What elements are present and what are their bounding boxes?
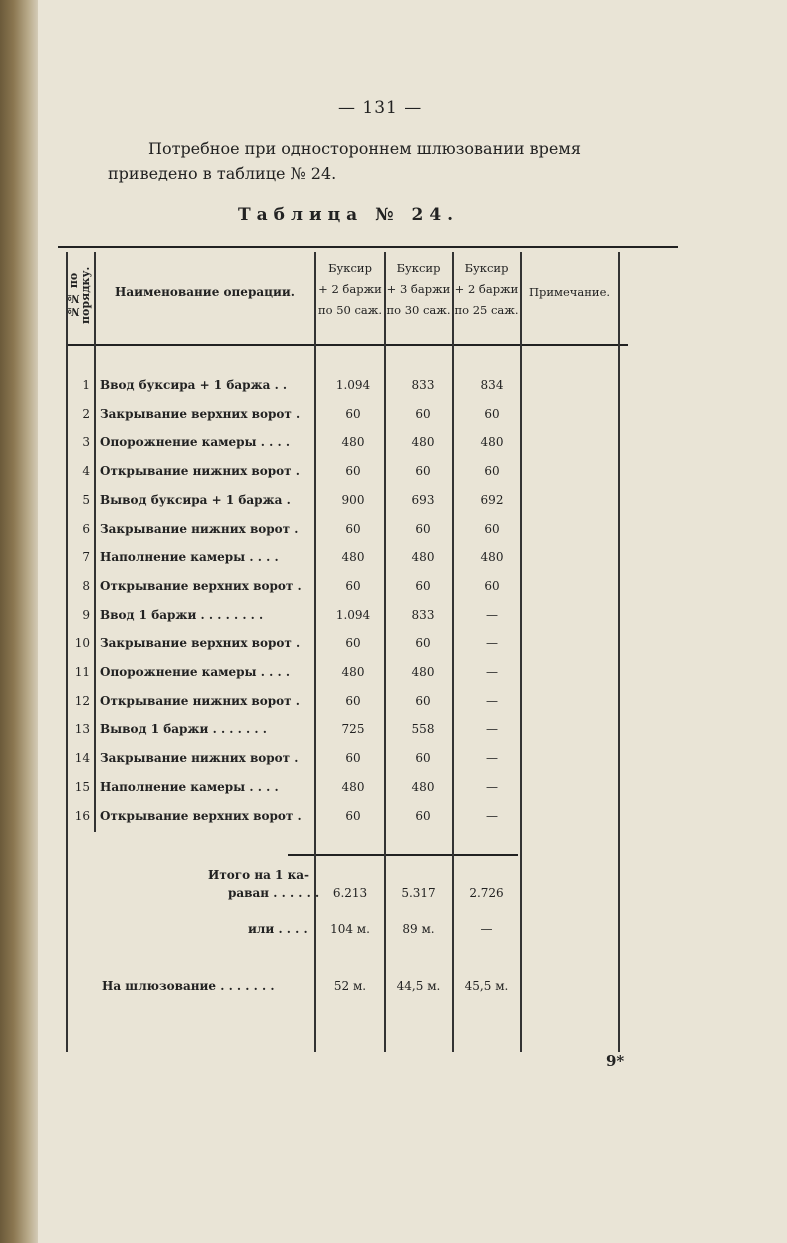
value-col1: 60: [345, 693, 361, 708]
page: [38, 0, 787, 1243]
value-col1: 900: [341, 492, 365, 507]
lock-label: На шлюзование . . . . . . .: [102, 979, 275, 993]
value-col2: 60: [415, 636, 431, 651]
table-row: [58, 516, 668, 545]
operations-table: [58, 246, 668, 1052]
value-col2: 60: [415, 406, 431, 421]
top-rule: [58, 246, 678, 248]
row-number: 3: [82, 435, 90, 450]
operation-name: Опорожнение камеры . . . .: [100, 435, 291, 450]
value-col3: —: [486, 751, 498, 766]
value-col3: 60: [484, 406, 500, 421]
table-row: [58, 429, 668, 458]
or-value: —: [480, 922, 493, 936]
operation-name: Вывод буксира + 1 баржа .: [100, 492, 291, 507]
operation-name: Закрывание верхних ворот .: [100, 636, 301, 651]
value-col2: 833: [411, 378, 435, 392]
value-col1: 480: [341, 435, 365, 450]
operation-name: Опорожнение камеры . . . .: [100, 665, 291, 679]
operation-name: Закрывание верхних ворот .: [100, 406, 301, 421]
value-col3: —: [486, 665, 498, 679]
row-number: 9: [82, 607, 90, 622]
operation-name: Закрывание нижних ворот .: [100, 751, 299, 766]
value-col1: 480: [341, 779, 365, 794]
value-col2: 60: [415, 578, 431, 593]
row-number: 13: [74, 722, 90, 737]
totals-rule: [288, 854, 518, 856]
operation-name: Открывание верхних ворот .: [100, 808, 302, 823]
row-number: 8: [82, 578, 90, 593]
table-row: [58, 544, 668, 573]
value-col2: 480: [411, 550, 435, 565]
operation-name: Ввод буксира + 1 баржа . .: [100, 378, 288, 392]
value-col1: 1.094: [335, 378, 371, 392]
total-value: 5.317: [401, 886, 436, 900]
table-row: [58, 688, 668, 717]
header-col1: Буксир + 2 баржи по 50 саж.: [317, 261, 383, 317]
row-number: 15: [74, 779, 90, 794]
value-col2: 480: [411, 779, 435, 794]
value-col1: 60: [345, 808, 361, 823]
value-col2: 60: [415, 693, 431, 708]
operation-name: Наполнение камеры . . . .: [100, 550, 279, 565]
value-col1: 725: [341, 722, 365, 737]
value-col3: —: [486, 722, 498, 737]
row-number: 5: [82, 492, 90, 507]
value-col2: 558: [411, 722, 435, 737]
lock-value: 45,5 м.: [464, 979, 509, 993]
operation-name: Закрывание нижних ворот .: [100, 521, 299, 536]
lock-value: 52 м.: [333, 979, 367, 993]
lock-value: 44,5 м.: [396, 979, 441, 993]
table-row: [58, 372, 668, 401]
table-row: [58, 659, 668, 688]
value-col3: 834: [480, 378, 504, 392]
value-col1: 60: [345, 406, 361, 421]
value-col3: —: [486, 779, 498, 794]
value-col1: 60: [345, 464, 361, 479]
table-row: [58, 602, 668, 631]
value-col3: —: [486, 808, 498, 823]
row-number: 6: [82, 521, 90, 536]
value-col2: 833: [411, 607, 435, 622]
value-col1: 480: [341, 665, 365, 679]
total-value: 6.213: [332, 886, 368, 900]
header-col2: Буксир + 3 баржи по 30 саж.: [386, 261, 451, 317]
table-row: [58, 573, 668, 602]
value-col3: 60: [484, 521, 500, 536]
value-col3: —: [486, 607, 498, 622]
row-number: 4: [82, 464, 90, 479]
row-number: 14: [74, 751, 90, 766]
intro-paragraph: Потребное при одностороннем шлюзовании время приведено в таблице № 24.: [108, 139, 581, 183]
value-col3: 480: [480, 550, 504, 565]
value-col1: 1.094: [335, 607, 371, 622]
value-col1: 60: [345, 636, 361, 651]
operation-name: Открывание верхних ворот .: [100, 578, 302, 593]
value-col3: 60: [484, 464, 500, 479]
value-col2: 60: [415, 464, 431, 479]
row-number: 10: [74, 636, 90, 651]
operation-name: Наполнение камеры . . . .: [100, 779, 279, 794]
table-row: [58, 458, 668, 487]
value-col1: 480: [341, 550, 365, 565]
row-number: 11: [74, 665, 90, 679]
header-number: №№ по порядку.: [67, 266, 92, 324]
table-row: [58, 745, 668, 774]
operation-name: Открывание нижних ворот .: [100, 464, 300, 479]
operation-name: Вывод 1 баржи . . . . . . .: [100, 722, 267, 737]
table-row: [58, 487, 668, 516]
value-col2: 60: [415, 521, 431, 536]
page-number: — 131 —: [338, 98, 423, 118]
total-label-line2: раван . . . . . .: [228, 886, 320, 900]
value-col3: 480: [480, 435, 504, 450]
header-note: Примечание.: [528, 285, 611, 299]
value-col2: 60: [415, 751, 431, 766]
value-col3: 60: [484, 578, 500, 593]
operation-name: Открывание нижних ворот .: [100, 693, 300, 708]
table-row: [58, 803, 668, 832]
signature-mark: 9*: [606, 1052, 625, 1070]
value-col3: —: [486, 693, 498, 708]
or-value: 89 м.: [402, 922, 435, 936]
total-value: 2.726: [469, 886, 504, 900]
value-col1: 60: [345, 751, 361, 766]
or-label: или . . . .: [248, 922, 308, 936]
row-number: 2: [82, 406, 90, 421]
table-title: Таблица № 24.: [238, 205, 460, 225]
value-col1: 60: [345, 521, 361, 536]
header-col3: Буксир + 2 баржи по 25 саж.: [454, 261, 519, 317]
value-col2: 480: [411, 665, 435, 679]
table-row: [58, 401, 668, 430]
row-number: 1: [82, 378, 90, 392]
total-label-line1: Итого на 1 ка-: [208, 868, 309, 882]
value-col2: 480: [411, 435, 435, 450]
table-row: [58, 630, 668, 659]
row-number: 7: [82, 550, 90, 565]
header-operation: Наименование операции.: [115, 285, 295, 299]
value-col3: 692: [480, 492, 504, 507]
table-row: [58, 774, 668, 803]
table-row: [58, 716, 668, 745]
value-col1: 60: [345, 578, 361, 593]
or-value: 104 м.: [330, 922, 370, 936]
header-rule: [68, 344, 628, 346]
book-spine: [0, 0, 38, 1243]
value-col2: 60: [415, 808, 431, 823]
row-number: 16: [74, 808, 90, 823]
operation-name: Ввод 1 баржи . . . . . . . .: [100, 607, 264, 622]
row-number: 12: [74, 693, 90, 708]
value-col2: 693: [411, 492, 435, 507]
value-col3: —: [486, 636, 498, 651]
